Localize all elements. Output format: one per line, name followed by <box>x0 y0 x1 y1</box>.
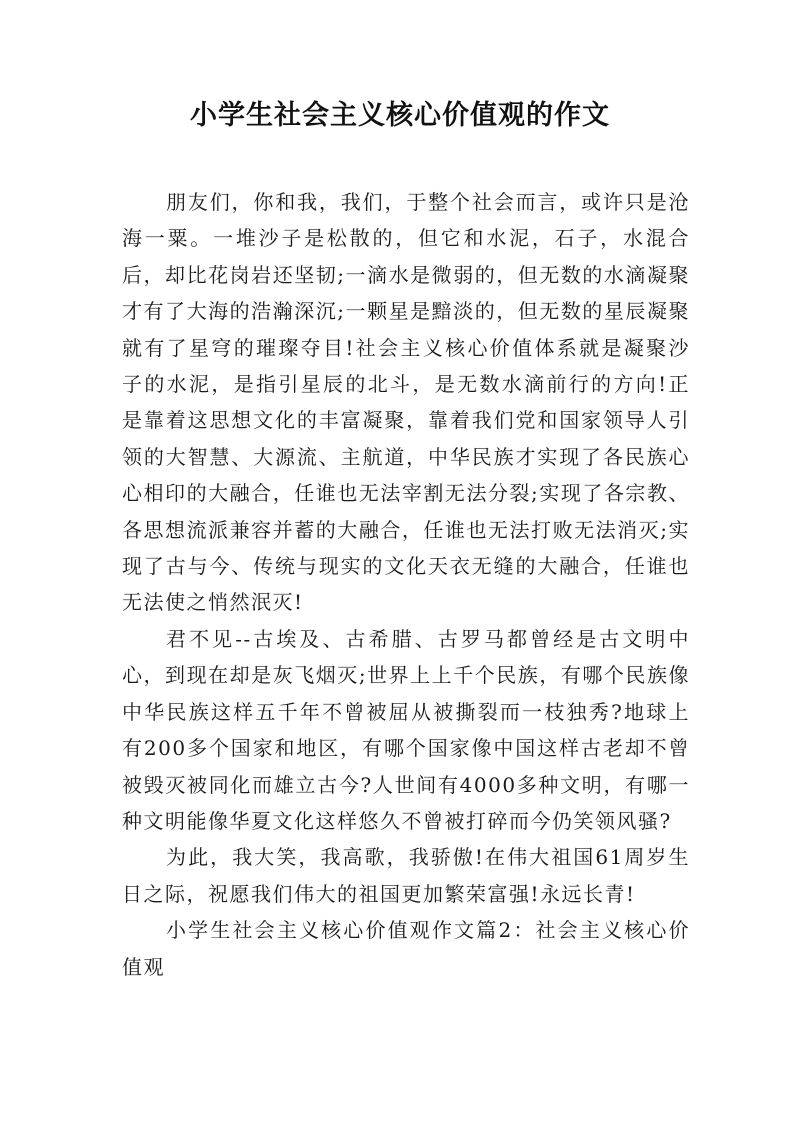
document-title: 小学生社会主义核心价值观的作文 <box>190 100 610 131</box>
paragraph-1: 朋友们，你和我，我们，于整个社会而言，或许只是沧海一粟。一堆沙子是松散的，但它和水泥，石子，水混合后，却比花岗岩还坚韧;一滴水是微弱的，但无数的水滴凝聚才有了大海的浩瀚深沉;一颗星是黯淡的，但无数的星辰凝聚就有了星穹的璀璨夺目!社会主义核心价值体系就是凝聚沙子的水泥，是指引星辰的北斗，是无数水滴前行的方向!正是靠着这思想文化的丰富凝聚，靠着我们党和国家领导人引领的大智慧、大源流、主航道，中华民族才实现了各民族心心相印的大融合，任谁也无法宰割无法分裂;实现了各宗教、各思想流派兼容并蓄的大融合，任谁也无法打败无法消灭;实现了古与今、传统与现实的文化天衣无缝的大融合，任谁也无法使之悄然泯灭! <box>122 190 690 615</box>
paragraph-3: 为此，我大笑，我高歌，我骄傲!在伟大祖国61周岁生日之际，祝愿我们伟大的祖国更加繁荣富强!永远长青! <box>122 845 690 906</box>
paragraph-2: 君不见--古埃及、古希腊、古罗马都曾经是古文明中心，到现在却是灰飞烟灭;世界上上千个民族，有哪个民族像中华民族这样五千年不曾被屈从被撕裂而一枝独秀?地球上有200多个国家和地区，有哪个国家像中国这样古老却不曾被毁灭被同化而雄立古今?人世间有4000多种文明，有哪一种文明能像华夏文化这样悠久不曾被打碎而今仍笑领风骚? <box>122 626 690 833</box>
paragraph-4: 小学生社会主义核心价值观作文篇2：社会主义核心价值观 <box>122 918 690 979</box>
document-body <box>122 184 690 985</box>
